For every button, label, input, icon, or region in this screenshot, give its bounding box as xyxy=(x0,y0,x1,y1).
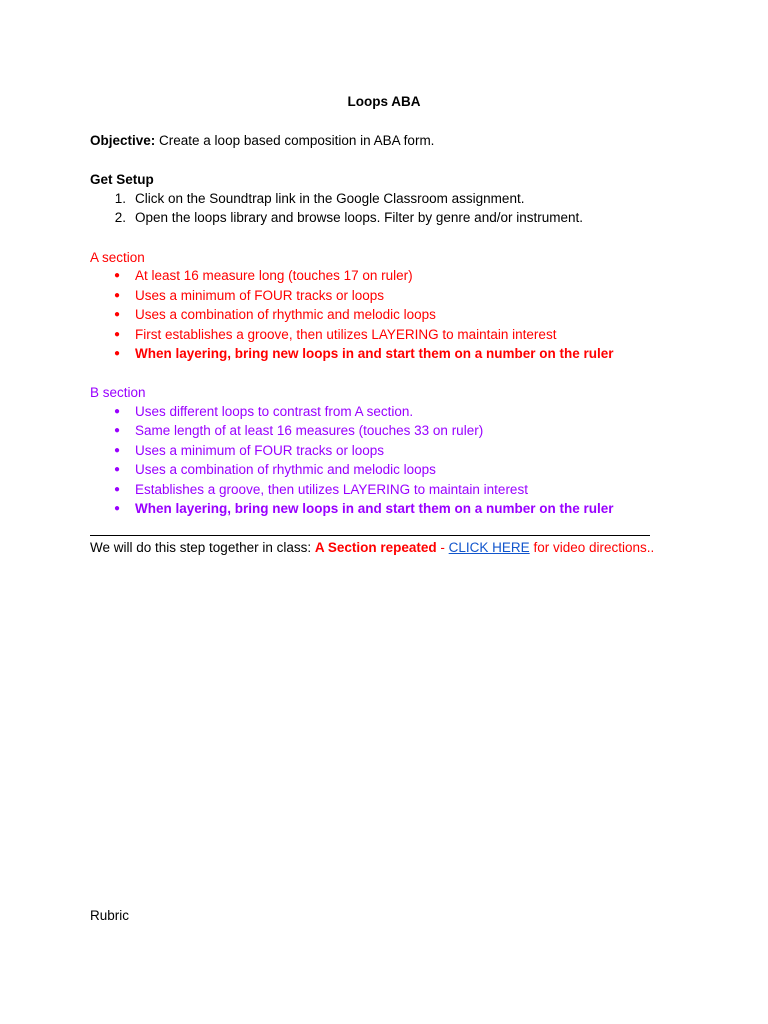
a-section-item-1: At least 16 measure long (touches 17 on ruler) xyxy=(135,268,413,283)
repeat-dash: - xyxy=(436,540,449,555)
b-section-item-4: Uses a combination of rhythmic and melodic loops xyxy=(135,462,436,477)
repeat-after-text: for video directions.. xyxy=(529,540,655,555)
a-section-item-3: Uses a combination of rhythmic and melodic loops xyxy=(135,307,436,322)
repeat-section-line xyxy=(90,538,654,558)
objective-text: Create a loop based composition in ABA form. xyxy=(155,133,435,148)
b-bullet-icon: ● xyxy=(113,445,121,456)
b-section-item-3: Uses a minimum of FOUR tracks or loops xyxy=(135,443,385,458)
a-section-item-4: First establishes a groove, then utilizes LAYERING to maintain interest xyxy=(135,327,557,342)
a-section-heading: A section xyxy=(90,250,145,265)
b-section-heading: B section xyxy=(90,385,146,400)
a-bullet-icon: ● xyxy=(113,329,121,340)
a-bullet-icon: ● xyxy=(113,348,121,359)
setup-step-1-number: 1. xyxy=(114,191,126,206)
a-bullet-icon: ● xyxy=(113,309,121,320)
b-bullet-icon: ● xyxy=(113,425,121,436)
setup-step-2: Open the loops library and browse loops. Filter by genre and/or instrument. xyxy=(135,210,583,225)
rubric-label: Rubric xyxy=(90,908,130,923)
b-bullet-icon: ● xyxy=(113,484,121,495)
objective-line xyxy=(90,131,434,151)
a-bullet-icon: ● xyxy=(113,290,121,301)
a-bullet-icon: ● xyxy=(113,270,121,281)
horizontal-rule xyxy=(90,535,650,536)
a-section-item-2: Uses a minimum of FOUR tracks or loops xyxy=(135,288,385,303)
get-setup-heading: Get Setup xyxy=(90,172,154,187)
setup-step-1: Click on the Soundtrap link in the Google Classroom assignment. xyxy=(135,191,525,206)
b-section-item-2: Same length of at least 16 measures (touches 33 on ruler) xyxy=(135,423,484,438)
objective-label: Objective: xyxy=(90,133,156,148)
repeat-intro-text: We will do this step together in class: xyxy=(90,540,315,555)
b-section-item-6: When layering, bring new loops in and start them on a number on the ruler xyxy=(135,501,614,516)
a-section-item-5: When layering, bring new loops in and start them on a number on the ruler xyxy=(135,346,614,361)
b-bullet-icon: ● xyxy=(113,503,121,514)
a-section-repeated-label: A Section repeated xyxy=(314,540,437,555)
setup-step-2-number: 2. xyxy=(114,210,126,225)
b-bullet-icon: ● xyxy=(113,406,121,417)
b-section-item-5: Establishes a groove, then utilizes LAYERING to maintain interest xyxy=(135,482,528,497)
b-section-item-1: Uses different loops to contrast from A section. xyxy=(135,404,414,419)
document-title: Loops ABA xyxy=(347,94,421,109)
b-bullet-icon: ● xyxy=(113,464,121,475)
video-directions-link[interactable]: CLICK HERE xyxy=(448,540,530,555)
